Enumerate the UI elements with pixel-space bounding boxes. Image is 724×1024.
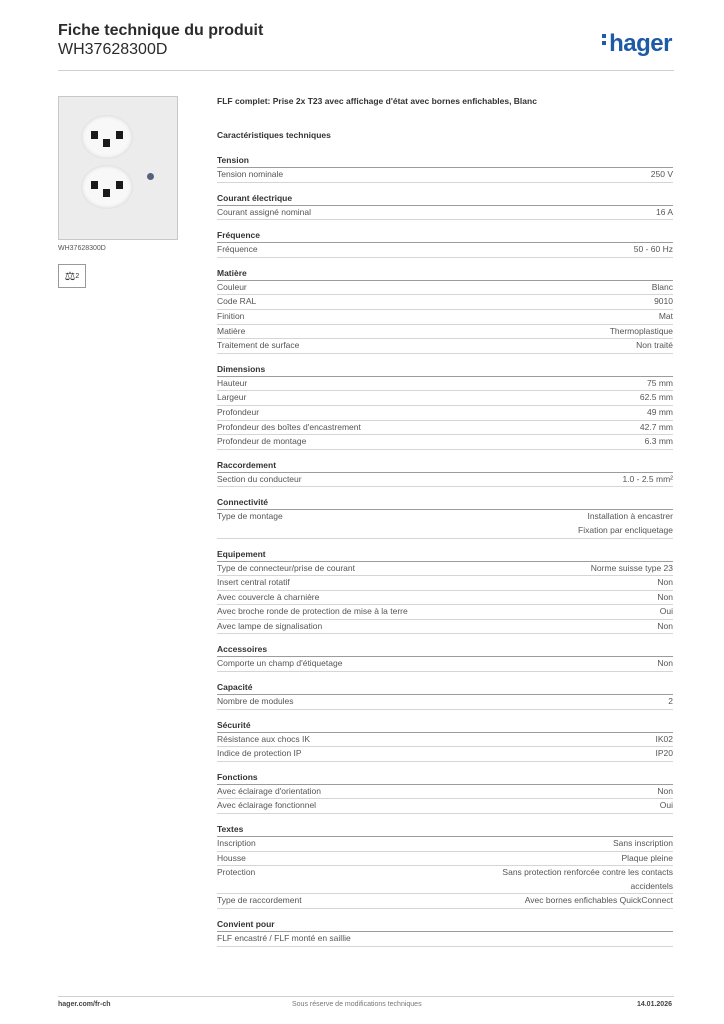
page-footer [58,996,674,1008]
spec-row [217,473,673,488]
spec-label: Tension nominale [217,169,284,179]
spec-label: Type de connecteur/prise de courant [217,562,355,573]
spec-section [217,823,673,909]
spec-row [217,406,673,421]
spec-row [217,785,673,800]
spec-value: Oui [659,800,673,811]
spec-label: Indice de protection IP [217,748,302,759]
spec-label: Type de raccordement [217,895,302,906]
specs-heading: Caractéristiques techniques [217,130,331,140]
section-title: Accessoires [217,643,673,657]
spec-section [217,771,673,814]
spec-value: 9010 [654,296,673,307]
spec-row [217,377,673,392]
spec-label: Comporte un champ d'étiquetage [217,658,343,669]
product-description: FLF complet: Prise 2x T23 avec affichage d'état avec bornes enfichables, Blanc [217,96,537,106]
spec-value: 75 mm [647,377,673,388]
spec-row [217,391,673,406]
spec-label: Hauteur [217,377,248,388]
spec-value: 16 A [655,206,673,217]
spec-row [217,325,673,340]
spec-value: IK02 [655,733,673,744]
product-reference: WH37628300D [58,41,168,58]
spec-label: Profondeur de montage [217,436,307,447]
spec-row [217,281,673,296]
spec-section [217,496,673,538]
spec-value: Non [657,577,673,588]
spec-value: 42.7 mm [639,421,673,432]
footer-date: 14.01.2026 [636,1001,672,1008]
section-title: Courant électrique [217,192,673,206]
spec-row [217,591,673,606]
spec-value: 6.3 mm [644,436,673,447]
section-title: Convient pour [217,918,673,932]
spec-value: Non traité [636,340,673,351]
section-title: Raccordement [217,459,673,473]
spec-row [217,435,673,450]
section-title: Matière [217,267,673,281]
spec-section [217,363,673,450]
document-title: Fiche technique du produit [58,22,264,39]
spec-row [217,576,673,591]
spec-row [217,932,673,947]
spec-label: Matière [217,325,246,336]
pictogram-icon: ⚖ 2 [58,264,86,288]
spec-section [217,719,673,762]
product-photo [58,96,178,240]
spec-label: Résistance aux chocs IK [217,733,311,744]
section-title: Dimensions [217,363,673,377]
spec-label: Couleur [217,281,247,292]
spec-row [217,852,673,867]
spec-label: Largeur [217,392,247,403]
spec-value: 1.0 - 2.5 mm² [622,473,673,484]
spec-section [217,548,673,635]
section-title: Fréquence [217,229,673,243]
spec-row [217,562,673,577]
spec-value: 62.5 mm [639,392,673,403]
spec-label: Profondeur des boîtes d'encastrement [217,421,361,432]
section-title: Fonctions [217,771,673,785]
spec-section [217,192,673,221]
spec-value: 50 - 60 Hz [633,244,673,255]
spec-sections [217,154,673,947]
footer-website: hager.com/fr-ch [58,1001,111,1008]
spec-section [217,154,673,183]
spec-label: Type de montage [217,511,283,522]
spec-row [217,747,673,762]
section-title: Equipement [217,548,673,562]
spec-label: Avec lampe de signalisation [217,620,323,631]
spec-row [217,168,673,183]
spec-row [217,243,673,258]
spec-value: Sans inscription [612,838,673,849]
spec-label: Avec éclairage d'orientation [217,785,322,796]
spec-label: Insert central rotatif [217,577,290,588]
spec-section [217,267,673,354]
hager-logo: hager [602,30,672,58]
section-title: Capacité [217,681,673,695]
spec-section [217,681,673,710]
logo-dots-icon [602,31,608,48]
spec-label: Fréquence [217,244,258,255]
socket-upper [81,115,133,159]
spec-value: Non [657,591,673,602]
photo-caption: WH37628300D [58,245,106,252]
spec-label: Traitement de surface [217,340,300,351]
spec-row [217,894,673,909]
footer-notice: Sous réserve de modifications techniques [292,1001,422,1008]
spec-row [217,295,673,310]
spec-label: FLF encastré / FLF monté en saillie [217,933,351,943]
spec-section [217,918,673,947]
spec-label: Avec couvercle à charnière [217,591,320,602]
spec-value: Oui [659,606,673,617]
spec-label: Profondeur [217,406,260,417]
spec-row [217,837,673,852]
spec-row [217,620,673,635]
spec-row [217,310,673,325]
spec-row [217,799,673,814]
spec-label: Housse [217,852,246,863]
spec-value: 49 mm [647,406,673,417]
spec-label: Inscription [217,838,256,849]
spec-row [217,605,673,620]
spec-value: 2 [668,696,673,707]
spec-value: Non [657,785,673,796]
spec-label: Finition [217,310,245,321]
product-image-panel [58,96,178,288]
spec-row [217,421,673,436]
spec-row [217,657,673,672]
spec-row [217,339,673,354]
page-header [58,22,674,71]
spec-label: Section du conducteur [217,473,302,484]
spec-row [217,510,673,538]
spec-value: Plaque pleine [621,852,673,863]
spec-label: Avec broche ronde de protection de mise à la terre [217,606,408,617]
spec-row [217,733,673,748]
spec-value: Avec bornes enfichables QuickConnect [524,895,673,906]
spec-value: 250 V [650,169,673,179]
spec-label: Nombre de modules [217,696,294,707]
spec-row [217,695,673,710]
spec-value: Non [657,620,673,631]
spec-value: Mat [658,310,673,321]
spec-value: Thermoplastique [609,325,673,336]
spec-section [217,229,673,258]
spec-value: Sans protection renforcée contre les contacts accidentels [502,867,673,891]
spec-label: Code RAL [217,296,257,307]
spec-section [217,643,673,672]
section-title: Sécurité [217,719,673,733]
spec-label: Courant assigné nominal [217,206,312,217]
spec-value: Blanc [651,281,673,292]
section-title: Textes [217,823,673,837]
spec-value: Norme suisse type 23 [590,562,673,573]
section-title: Tension [217,154,673,168]
spec-value: Non [657,658,673,669]
spec-section [217,459,673,488]
spec-value: Installation à encastrer Fixation par encliquetage [578,511,673,535]
status-led [147,173,154,180]
socket-lower [81,165,133,209]
spec-value: IP20 [655,748,673,759]
spec-label: Avec éclairage fonctionnel [217,800,317,811]
spec-row [217,866,673,894]
spec-label: Protection [217,867,256,878]
specifications [217,96,673,956]
section-title: Connectivité [217,496,673,510]
spec-row [217,206,673,221]
